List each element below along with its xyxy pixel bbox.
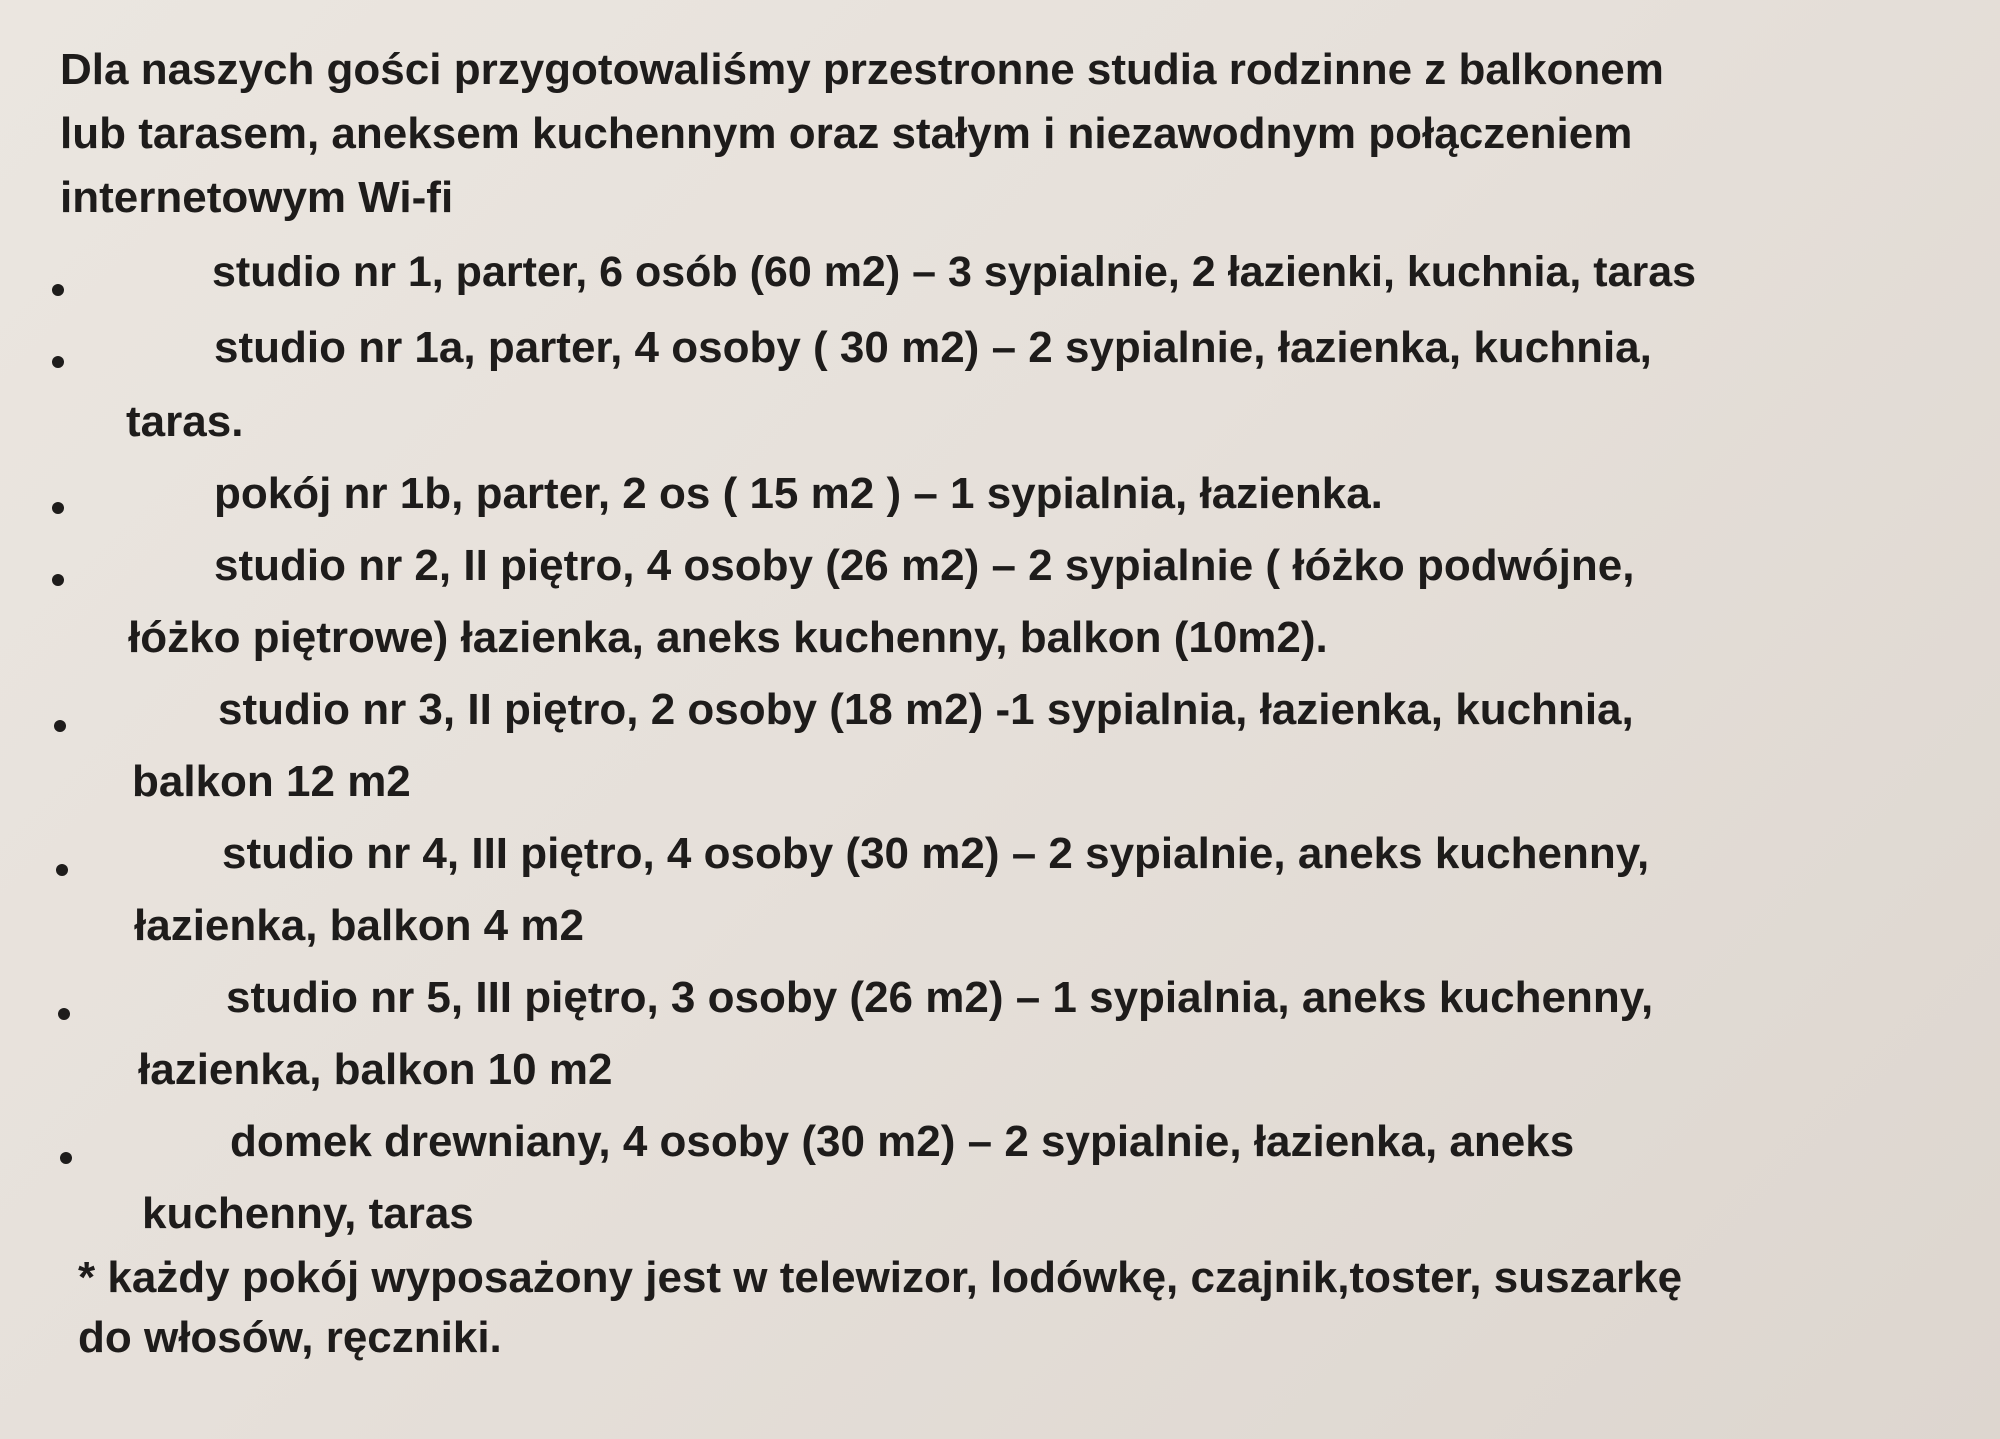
bullet-icon	[58, 1008, 70, 1020]
item-line-1: pokój nr 1b, parter, 2 os ( 15 m2 ) – 1 sypialnia, łazienka.	[214, 469, 1383, 518]
item-line-2: balkon 12 m2	[132, 757, 411, 806]
bullet-icon	[52, 574, 64, 586]
bullet-icon	[56, 864, 68, 876]
intro-paragraph	[60, 38, 1940, 230]
item-line-1: studio nr 1, parter, 6 osób (60 m2) – 3 sypialnie, 2 łazienki, kuchnia, taras	[212, 248, 1697, 296]
bullet-icon	[52, 284, 64, 296]
item-line-1: studio nr 5, III piętro, 3 osoby (26 m2) – 1 sypialnia, aneks kuchenny,	[226, 973, 1654, 1022]
intro-line-1: Dla naszych gości przygotowaliśmy przestronne studia rodzinne z balkonem	[60, 45, 1664, 94]
item-line-2: łazienka, balkon 4 m2	[134, 901, 584, 950]
bullet-icon	[52, 502, 64, 514]
item-line-2: taras.	[126, 397, 244, 446]
intro-line-2: lub tarasem, aneksem kuchennym oraz stałym i niezawodnym połączeniem	[60, 109, 1633, 158]
footnote-line-2: do włosów, ręczniki.	[78, 1313, 502, 1362]
intro-line-3: internetowym Wi-fi	[60, 173, 454, 222]
footnote-line-1: * każdy pokój wyposażony jest w telewizor, lodówkę, czajnik,toster, suszarkę	[78, 1253, 1683, 1302]
item-line-1: domek drewniany, 4 osoby (30 m2) – 2 sypialnie, łazienka, aneks	[230, 1117, 1575, 1166]
item-line-1: studio nr 2, II piętro, 4 osoby (26 m2) – 2 sypialnie ( łóżko podwójne,	[214, 541, 1635, 590]
item-line-2: kuchenny, taras	[142, 1189, 474, 1238]
item-line-2: łóżko piętrowe) łazienka, aneks kuchenny, balkon (10m2).	[128, 613, 1328, 662]
item-line-1: studio nr 1a, parter, 4 osoby ( 30 m2) – 2 sypialnie, łazienka, kuchnia,	[214, 323, 1652, 372]
item-line-1: studio nr 3, II piętro, 2 osoby (18 m2) -1 sypialnia, łazienka, kuchnia,	[218, 685, 1634, 734]
bullet-icon	[52, 356, 64, 368]
bullet-icon	[60, 1152, 72, 1164]
footnote	[78, 1248, 1958, 1368]
item-line-1: studio nr 4, III piętro, 4 osoby (30 m2) – 2 sypialnie, aneks kuchenny,	[222, 829, 1650, 878]
item-line-2: łazienka, balkon 10 m2	[138, 1045, 613, 1094]
bullet-icon	[54, 720, 66, 732]
